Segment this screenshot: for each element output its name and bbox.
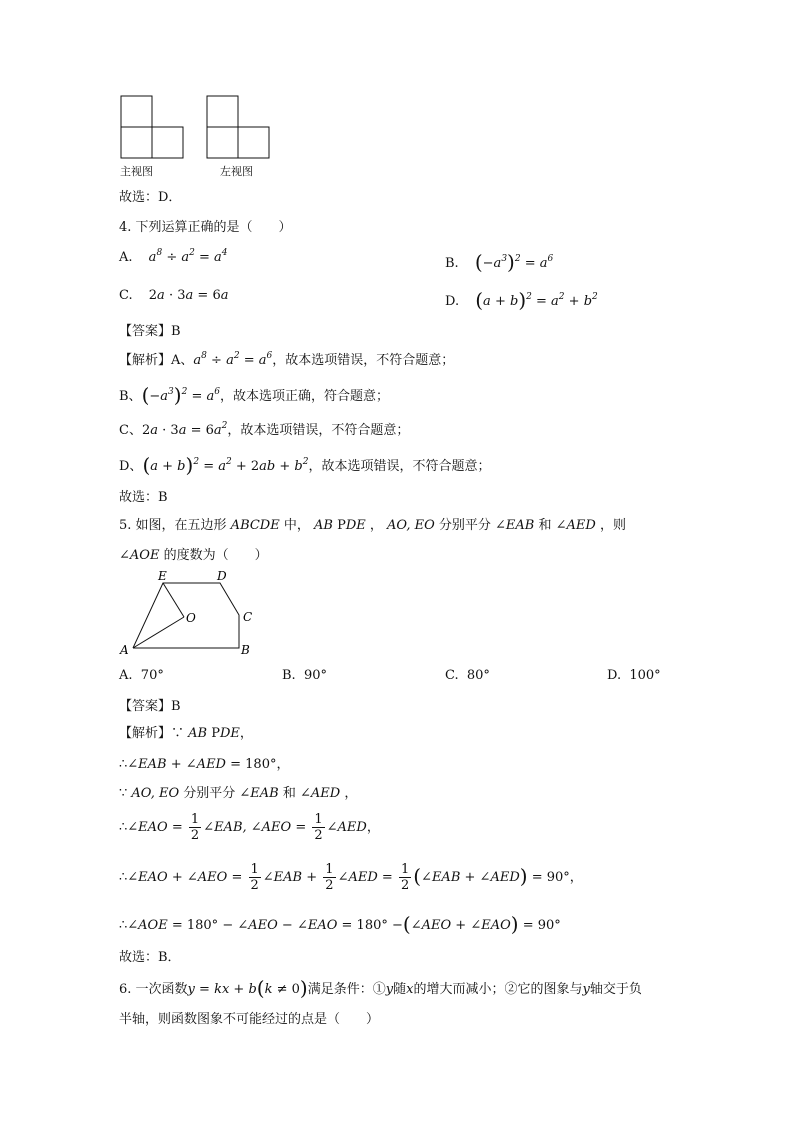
q5-stem-line2: ∠AOE 的度数为（ ） — [119, 548, 268, 563]
item-prefix: B、 — [119, 389, 142, 404]
q5-analysis-line3: ∵ AO, EO 分别平分 ∠EAB 和 ∠AED ， — [119, 786, 358, 801]
front-view — [121, 96, 183, 158]
option-letter: B. — [445, 256, 459, 271]
q4-option-b: B. $(-a^3)^2 = a^6$ — [445, 250, 554, 274]
label-a: A — [120, 643, 129, 657]
item-prefix: D、 — [119, 459, 143, 474]
left-view — [207, 96, 269, 158]
item-tail: ，故本选项错误，不符合题意； — [272, 353, 455, 368]
q4-answer: 【答案】B — [119, 324, 181, 339]
q5-stem-line1: 5. 如图，在五边形 ABCDE 中， AB PDE ， AO, EO 分别平分 ∠EAB 和 ∠AED ，则 — [119, 518, 626, 533]
q4-analysis-a: 【解析】A、$a^8 \div a^2 = a^6$，故本选项错误，不符合题意； — [119, 351, 455, 368]
label-o: O — [186, 611, 196, 625]
pentagon-figure — [115, 566, 265, 658]
q5-analysis-line1: 【解析】∵ AB PDE， — [119, 726, 253, 741]
front-view-label: 主视图 — [120, 165, 153, 178]
left-view-label: 左视图 — [220, 165, 253, 178]
three-view-figure — [115, 92, 275, 162]
item-prefix: C、 — [119, 423, 142, 438]
q4-conclusion: 故选：B — [119, 490, 168, 505]
analysis-label: 【解析】 — [119, 353, 172, 368]
label-c: C — [243, 610, 253, 624]
q5-analysis-line2: ∴∠EAB + ∠AED = 180°， — [119, 757, 290, 772]
item-prefix: A、 — [171, 353, 194, 368]
q5-option-d: D. 100° — [607, 668, 661, 683]
label-e: E — [158, 569, 167, 583]
segment-eo — [163, 583, 184, 617]
label-d: D — [217, 569, 227, 583]
q5-conclusion: 故选：B． — [119, 950, 181, 965]
q5-analysis-line6: ∴∠AOE = 180° − ∠AEO − ∠EAO = 180° −(∠AEO + ∠EAO) = 90° — [119, 912, 561, 936]
q3-conclusion: 故选：D． — [119, 190, 182, 205]
option-letter: C. — [119, 288, 133, 303]
q4-analysis-c: C、$2a \cdot 3a = 6a^2$，故本选项错误，不符合题意； — [119, 421, 410, 438]
option-letter: A. — [119, 250, 133, 265]
option-letter: D. — [445, 294, 460, 309]
q4-option-a: A. $a^8 \div a^2 = a^4$ — [119, 248, 228, 265]
q5-option-b: B. 90° — [282, 668, 327, 683]
q6-stem-line2: 半轴，则函数图象不可能经过的点是（ ） — [119, 1012, 380, 1027]
q6-stem-line1: 6. 一次函数y = kx + b(k ≠ 0)满足条件：①y随x的增大而减小；②它的图象与y轴交于负 — [119, 976, 642, 1000]
analysis-label: 【解析】 — [119, 726, 172, 741]
q5-answer: 【答案】B — [119, 699, 181, 714]
q5-analysis-line5: ∴∠EAO + ∠AEO = $\frac{1}{2}$ ∠EAB + $\frac{1}{2}$ ∠AED = $\frac{1}{2}$ (∠EAB + ∠AED) = 90°， — [119, 862, 583, 893]
q4-stem: 4. 下列运算正确的是（ ） — [119, 220, 292, 235]
q5-analysis-line4: ∴∠EAO = $\frac{1}{2}$ ∠EAB, ∠AEO = $\frac{1}{2}$ ∠AED， — [119, 812, 380, 843]
q4-analysis-b: B、$(-a^3)^2 = a^6$，故本选项正确，符合题意； — [119, 383, 390, 407]
label-b: B — [241, 643, 250, 657]
q4-option-c: C. 2a · 3a = 6a — [119, 288, 229, 303]
item-tail: ，故本选项正确，符合题意； — [220, 389, 390, 404]
item-tail: ，故本选项错误，不符合题意； — [308, 459, 491, 474]
q4-option-d: D. $(a + b)^2 = a^2 + b^2$ — [445, 288, 598, 312]
q5-option-a: A. 70° — [119, 668, 164, 683]
item-tail: ，故本选项错误，不符合题意； — [227, 423, 410, 438]
q5-option-c: C. 80° — [445, 668, 490, 683]
q4-analysis-d: D、$(a + b)^2 = a^2 + 2ab + b^2$，故本选项错误，不符合题意； — [119, 453, 491, 477]
